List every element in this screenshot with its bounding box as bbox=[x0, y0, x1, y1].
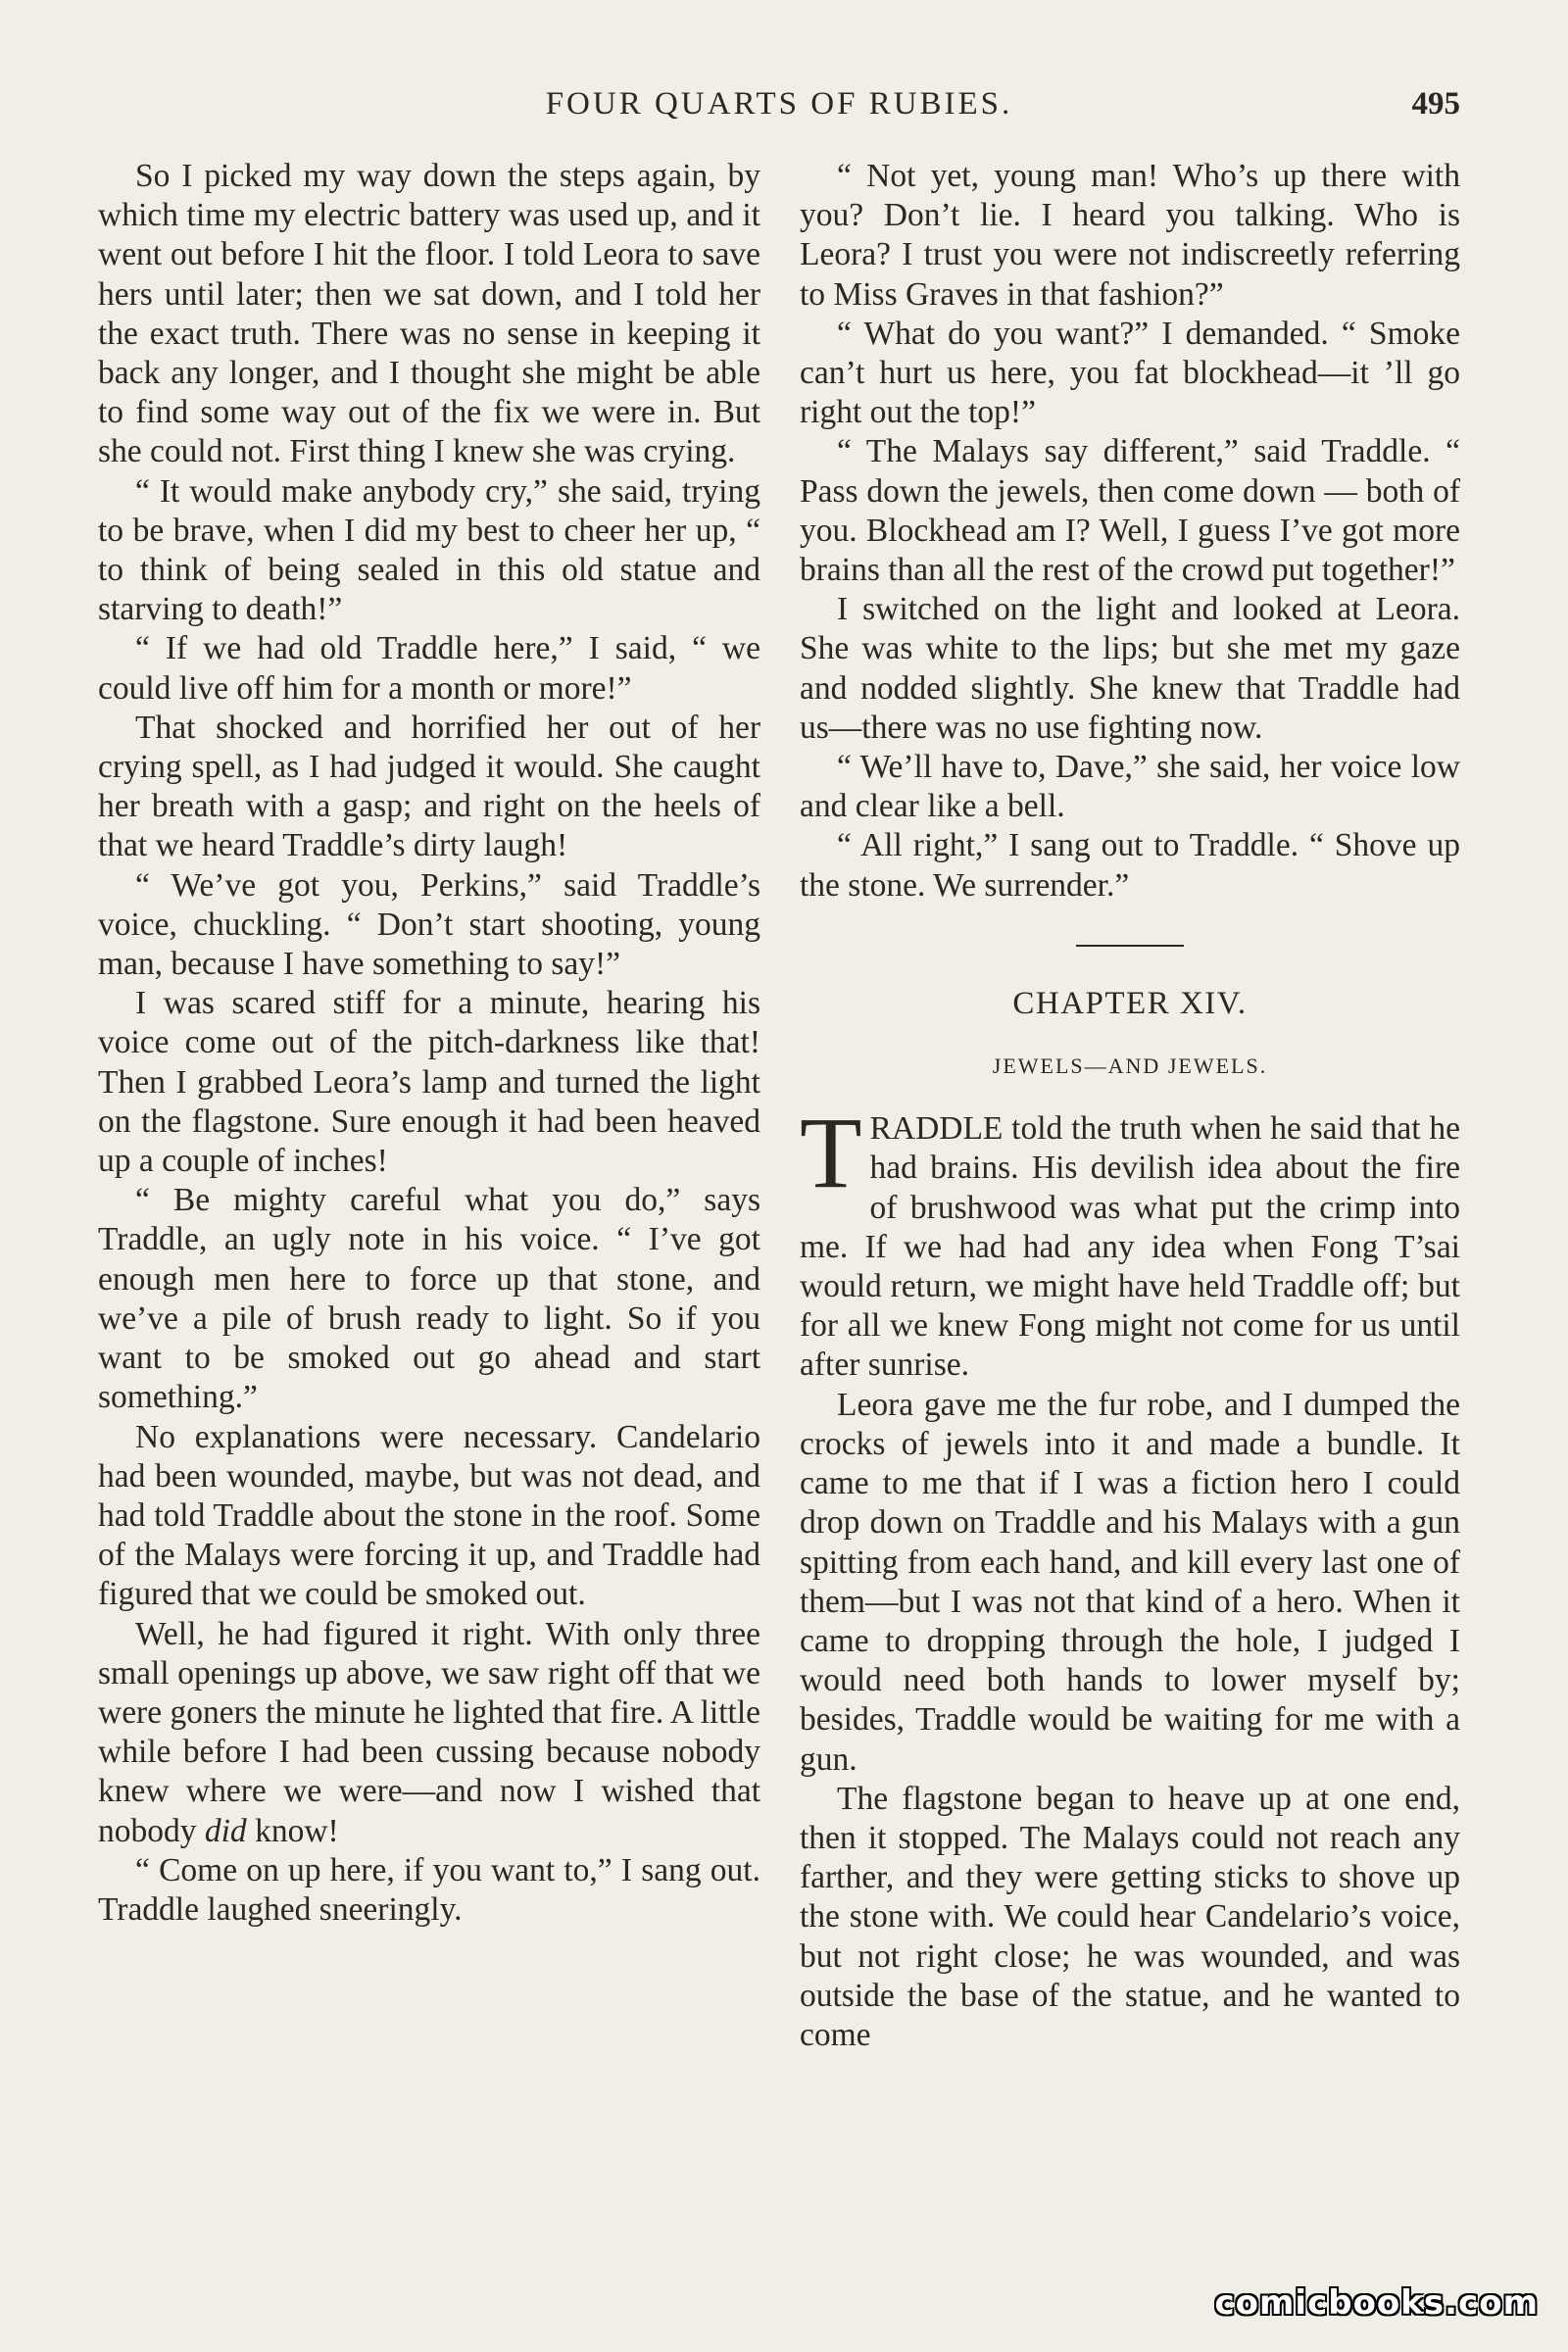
paragraph-tail: know! bbox=[246, 1812, 339, 1849]
chapter-subtitle: JEWELS—AND JEWELS. bbox=[992, 1054, 1268, 1079]
paragraph: So I picked my way down the steps again, by which time my electric battery was used up, and it went out before I hit the floor. I told Leora to save hers until later; then we sat down, and I told her the exact truth. There was no sense in keeping it back any longer, and I thought she might be able to find some way out of the fix we were in. But she could not. First thing I knew she was crying. bbox=[98, 158, 760, 470]
paragraph: “ What do you want?” I demanded. “ Smoke can’t hurt us here, you fat blockhead—it ’ll go right out the top!” bbox=[800, 315, 1460, 431]
left-column bbox=[98, 157, 760, 1930]
paragraph-text: Well, he had figured it right. With only three small openings up above, we saw right off that we were goners the minute he lighted that fire. A little while before I had been cussing because nobody knew where we were—and now I wished that nobody bbox=[98, 1615, 760, 1849]
paragraph: “ Come on up here, if you want to,” I sang out. Traddle laughed sneeringly. bbox=[98, 1851, 760, 1928]
page-number: 495 bbox=[1411, 86, 1460, 122]
drop-cap: T bbox=[800, 1097, 862, 1210]
paragraph: “ Be mighty careful what you do,” says Traddle, an ugly note in his voice. “ I’ve got enough men here to force up that stone, and we’ve a pile of brush ready to light. So if you want to be smoked out go ahead and start something.” bbox=[98, 1182, 760, 1416]
paragraph bbox=[98, 1615, 760, 1851]
paragraph: “ We’ll have to, Dave,” she said, her voice low and clear like a bell. bbox=[800, 749, 1460, 825]
page-header bbox=[98, 86, 1460, 129]
paragraph: That shocked and horrified her out of her crying spell, as I had judged it would. She caught her breath with a gasp; and right on the heels of that we heard Traddle’s dirty laugh! bbox=[98, 709, 760, 864]
paragraph: The flagstone began to heave up at one end, then it stopped. The Malays could not reach any farther, and they were getting sticks to shove up the stone with. We could hear Candelario’s voice, but not right close; he was wounded, and was outside the base of the statue, and he wanted to come bbox=[800, 1780, 1460, 2053]
right-column bbox=[800, 157, 1460, 2055]
paragraph: No explanations were necessary. Candelario had been wounded, maybe, but was not dead, and had told Traddle about the stone in the roof. Some of the Malays were forcing it up, and Traddle had figured that we could be smoked out. bbox=[98, 1418, 760, 1613]
paragraph: “ All right,” I sang out to Traddle. “ Shove up the stone. We surrender.” bbox=[800, 827, 1460, 904]
paragraph-text: RADDLE told the truth when he said that he had brains. His devilish idea about the fire of brushwood was what put the crimp into me. If we had had any idea when Fong T’sai would return, we might have held Traddle off; but for all we knew Fong might not come for us until after sunrise. bbox=[800, 1110, 1460, 1384]
paragraph: Leora gave me the fur robe, and I dumped the crocks of jewels into it and made a bundle. It came to me that if I was a fiction hero I could drop down on Traddle and his Malays with a gun spitting from each hand, and kill every last one of them—but I was not that kind of a hero. When it came to dropping through the hole, I judged I would need both hands to lower myself by; besides, Traddle would be waiting for me with a gun. bbox=[800, 1386, 1460, 1778]
paragraph: “ The Malays say different,” said Traddle. “ Pass down the jewels, then come down — both of you. Blockhead am I? Well, I guess I’ve got more brains than all the rest of the crowd put together!” bbox=[800, 433, 1460, 589]
paragraph: I was scared stiff for a minute, hearing his voice come out of the pitch-darkness like that! Then I grabbed Leora’s lamp and turned the light on the flagstone. Sure enough it had been heaved up a couple of inches! bbox=[98, 985, 760, 1180]
emphasis-word: did bbox=[204, 1812, 247, 1849]
paragraph: “ It would make anybody cry,” she said, trying to be brave, when I did my best to cheer her up, “ to think of being sealed in this old statue and starving to death!” bbox=[98, 472, 760, 628]
chapter-title: CHAPTER XIV. bbox=[1012, 985, 1248, 1021]
paragraph: I switched on the light and looked at Leora. She was white to the lips; but she met my gaze and nodded slightly. She knew that Traddle had us—there was no use fighting now. bbox=[800, 591, 1460, 746]
running-title: FOUR QUARTS OF RUBIES. bbox=[545, 86, 1013, 122]
section-divider bbox=[1076, 945, 1184, 947]
chapter-opening-paragraph bbox=[800, 1097, 1460, 1385]
watermark-logo: comicbooks.com bbox=[1214, 2283, 1539, 2323]
paragraph: “ Not yet, young man! Who’s up there with you? Don’t lie. I heard you talking. Who is Leora? I trust you were not indiscreetly referring to Miss Graves in that fashion?” bbox=[800, 158, 1460, 313]
paragraph: “ If we had old Traddle here,” I said, “ we could live off him for a month or more!” bbox=[98, 630, 760, 707]
paragraph: “ We’ve got you, Perkins,” said Traddle’s voice, chuckling. “ Don’t start shooting, young man, because I have something to say!” bbox=[98, 866, 760, 983]
